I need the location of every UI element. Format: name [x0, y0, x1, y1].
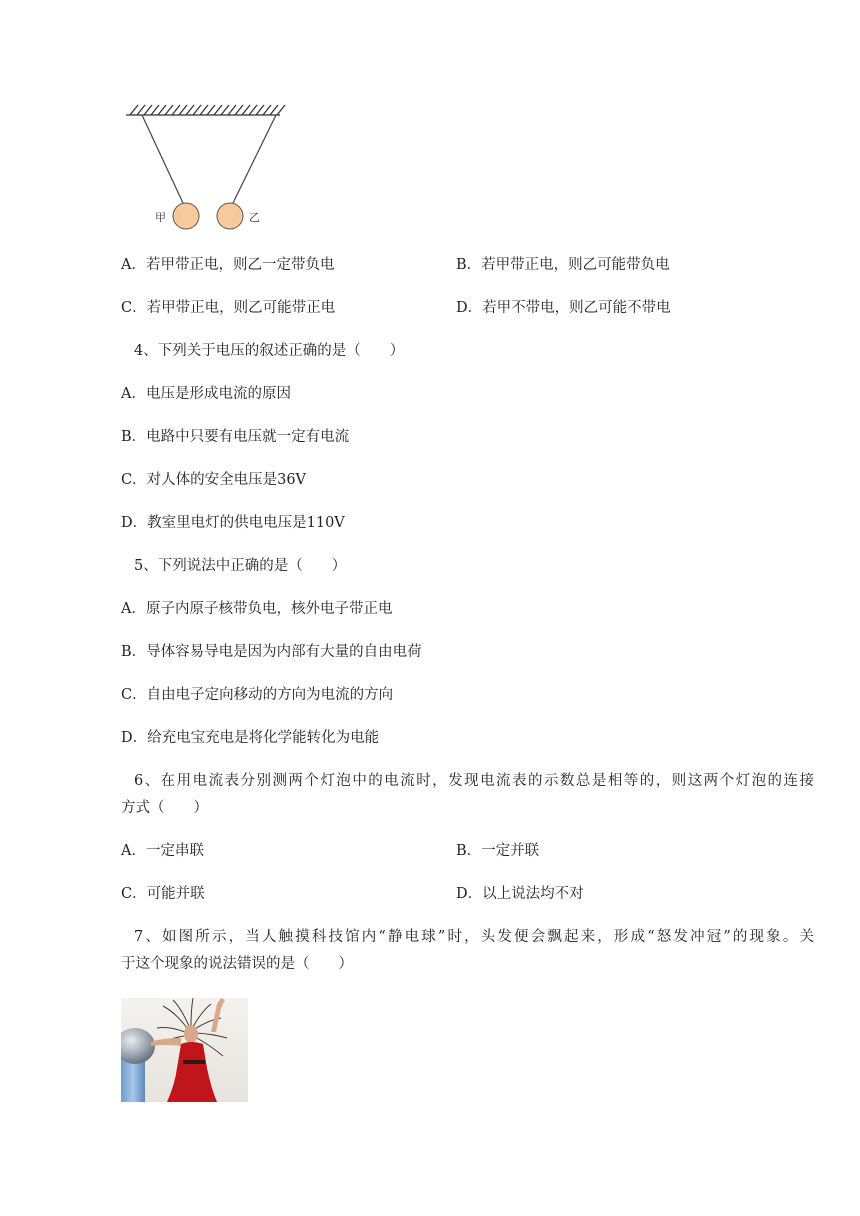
q3-option-a: A．若甲带正电，则乙一定带负电 [121, 257, 335, 273]
q4-stem: 4、下列关于电压的叙述正确的是（ ） [134, 343, 405, 359]
q5-option-a: A．原子内原子核带负电，核外电子带正电 [121, 601, 393, 617]
q3-option-b: B．若甲带正电，则乙可能带负电 [456, 257, 670, 273]
q7-stem-line2: 于这个现象的说法错误的是（ ） [121, 956, 353, 972]
q6-option-a: A．一定串联 [121, 843, 204, 859]
label-yi: 乙 [249, 211, 260, 224]
pendulum-figure [118, 100, 288, 235]
q3-option-c: C．若甲带正电，则乙可能带正电 [121, 300, 336, 316]
q7-stem-line1: 7、如图所示，当人触摸科技馆内“静电球”时，头发便会飘起来，形成“怒发冲冠”的现象。关 [134, 929, 814, 945]
string-jia [142, 115, 183, 203]
q4-option-d: D．教室里电灯的供电电压是110V [121, 515, 345, 531]
q4-option-c: C．对人体的安全电压是36V [121, 472, 307, 488]
ball-yi [217, 203, 243, 229]
static-ball-photo [121, 998, 248, 1102]
q3-option-d: D．若甲不带电，则乙可能不带电 [456, 300, 671, 316]
ball-jia [173, 203, 199, 229]
q5-stem: 5、下列说法中正确的是（ ） [134, 558, 347, 574]
q6-option-d: D．以上说法均不对 [456, 886, 584, 902]
string-yi [233, 115, 276, 203]
q6-stem-line2: 方式（ ） [121, 800, 208, 816]
q5-option-d: D．给充电宝充电是将化学能转化为电能 [121, 730, 380, 746]
q6-option-c: C．可能并联 [121, 886, 205, 902]
q4-option-a: A．电压是形成电流的原因 [121, 386, 291, 402]
q5-option-b: B．导体容易导电是因为内部有大量的自由电荷 [121, 644, 422, 660]
q5-option-c: C．自由电子定向移动的方向为电流的方向 [121, 687, 394, 703]
q6-stem-line1: 6、在用电流表分别测两个灯泡中的电流时，发现电流表的示数总是相等的，则这两个灯泡的连接 [134, 773, 814, 789]
q4-option-b: B．电路中只要有电压就一定有电流 [121, 429, 350, 445]
label-jia: 甲 [155, 211, 166, 224]
q6-option-b: B．一定并联 [456, 843, 540, 859]
